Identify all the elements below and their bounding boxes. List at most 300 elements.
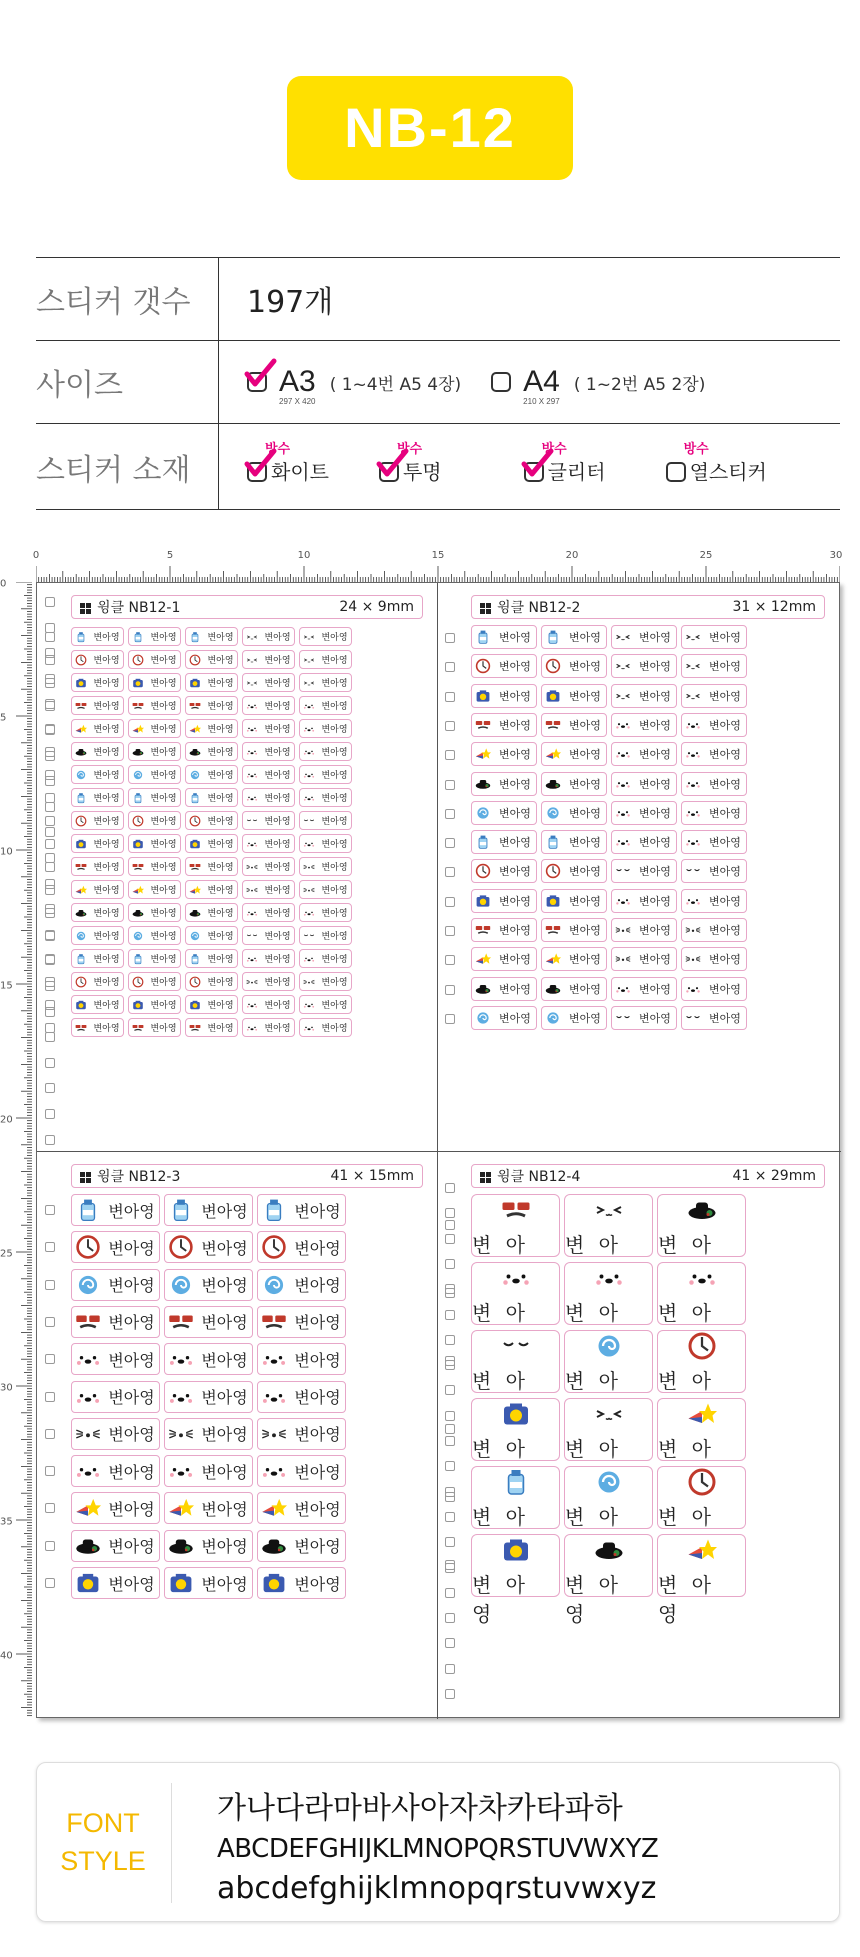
sticker-name-text: 변아영 (709, 894, 741, 908)
cut-checkbox[interactable] (445, 633, 455, 643)
name-sticker (681, 889, 747, 913)
cut-checkbox[interactable] (445, 1424, 455, 1434)
cut-checkbox[interactable] (45, 1058, 55, 1068)
sticker-name-text: 변아영 (709, 924, 741, 937)
cut-checkbox[interactable] (45, 1317, 55, 1327)
cut-checkbox[interactable] (45, 699, 55, 709)
cut-checkbox[interactable] (445, 1183, 455, 1193)
size-label: 사이즈 (36, 341, 219, 423)
cut-checkbox[interactable] (45, 839, 55, 849)
cut-checkbox[interactable] (445, 1563, 455, 1573)
cat-icon (243, 1022, 261, 1034)
name-sticker (71, 926, 124, 945)
glasses-icon (186, 1022, 204, 1034)
white-checkbox[interactable] (247, 462, 267, 482)
sticker-name-text: 변아영 (639, 660, 671, 674)
cut-checkbox[interactable] (45, 930, 55, 940)
name-sticker (681, 918, 747, 942)
cat-icon (72, 1384, 104, 1410)
cut-checkbox[interactable] (45, 1242, 55, 1252)
whisker-icon (165, 1421, 197, 1447)
sleepy-icon (501, 1331, 531, 1365)
hat-icon (72, 1533, 104, 1559)
material-option-clear[interactable] (379, 442, 442, 485)
sticker-name-text: 변아영 (709, 806, 741, 820)
name-sticker (681, 713, 747, 737)
hat-icon (687, 1195, 717, 1229)
name-sticker (299, 673, 352, 692)
name-sticker (611, 947, 677, 971)
sticker-name-text: 변 아 (472, 1369, 529, 1393)
name-sticker (71, 1306, 160, 1338)
cut-checkbox[interactable] (45, 1429, 55, 1439)
cut-checkbox[interactable] (445, 721, 455, 731)
sticker-name-text: 변아영 (294, 1313, 341, 1333)
glasses-icon (542, 717, 564, 733)
sticker-name-text: 변 아 (472, 1505, 529, 1529)
cut-checkbox[interactable] (445, 1588, 455, 1598)
star-icon (72, 1495, 104, 1521)
large-name-sticker (564, 1330, 653, 1393)
cut-checkbox[interactable] (45, 1109, 55, 1119)
name-sticker (71, 857, 124, 876)
sticker-name-text: 변아영 (709, 953, 741, 967)
cut-checkbox[interactable] (445, 926, 455, 936)
cut-checkbox[interactable] (445, 955, 455, 965)
cat-icon (612, 776, 634, 792)
cat-icon (72, 1346, 104, 1372)
sticker-name-text: 변아영 (150, 978, 177, 988)
cut-checkbox[interactable] (445, 1259, 455, 1269)
cut-checkbox[interactable] (45, 802, 55, 812)
camera-icon (501, 1535, 531, 1569)
face-icon (243, 654, 261, 666)
bottle-icon (72, 1197, 104, 1223)
sticker-name-text: 변아영 (321, 633, 348, 643)
large-name-sticker (564, 1466, 653, 1529)
name-sticker (71, 765, 124, 784)
cut-checkbox[interactable] (445, 1220, 455, 1230)
cut-checkbox[interactable] (445, 1284, 455, 1294)
cat-icon (300, 746, 318, 758)
name-sticker (242, 949, 295, 968)
cat-icon (243, 700, 261, 712)
ruler-number: 10 (297, 550, 311, 561)
cut-checkbox[interactable] (445, 1208, 455, 1218)
cut-checkbox[interactable] (45, 904, 55, 914)
face-icon (300, 654, 318, 666)
name-sticker (471, 713, 537, 737)
count-value: 197개 (247, 285, 334, 320)
name-sticker (299, 788, 352, 807)
sticker-name-text: 변아영 (321, 794, 348, 804)
candy-icon (72, 769, 90, 781)
cut-checkbox[interactable] (45, 1135, 55, 1145)
cat-icon (612, 717, 634, 733)
cut-checkbox[interactable] (45, 853, 55, 863)
cut-checkbox[interactable] (45, 862, 55, 872)
sticker-name-text: 변아영 (93, 886, 120, 896)
sticker-name-text: 변아영 (150, 748, 177, 758)
face-icon (612, 658, 634, 674)
name-sticker (185, 788, 238, 807)
name-sticker (242, 811, 295, 830)
bottle-icon (129, 953, 147, 965)
name-sticker (541, 625, 607, 649)
cut-checkbox[interactable] (445, 1512, 455, 1522)
name-sticker (164, 1343, 253, 1375)
cut-checkbox[interactable] (45, 1280, 55, 1290)
sticker-name-text: 변아영 (264, 748, 291, 758)
sticker-name-text: 변아영 (264, 702, 291, 712)
cut-checkbox[interactable] (445, 1310, 455, 1320)
cat-icon (300, 907, 318, 919)
cut-checkbox[interactable] (445, 1613, 455, 1623)
cat-icon (300, 1022, 318, 1034)
cut-checkbox[interactable] (445, 1014, 455, 1024)
ruler-number: 25 (0, 1248, 13, 1260)
sticker-name-text: 변아영 (93, 1024, 120, 1034)
cut-checkbox[interactable] (45, 648, 55, 658)
large-name-sticker (657, 1534, 746, 1626)
name-sticker (541, 1006, 607, 1030)
cut-checkbox[interactable] (445, 1234, 455, 1244)
size-option-a3[interactable] (247, 365, 462, 406)
sheet-divider-horizontal (37, 1151, 841, 1152)
name-sticker (541, 947, 607, 971)
cut-checkbox[interactable] (45, 1503, 55, 1513)
cut-checkbox[interactable] (45, 1032, 55, 1042)
large-name-sticker (471, 1398, 560, 1461)
ruler-number: 15 (0, 980, 13, 992)
name-sticker (681, 654, 747, 678)
a4-note: ( 1~2번 A5 2장) (573, 374, 706, 395)
sticker-name-text: 변아영 (201, 1462, 248, 1482)
sticker-name-text: 변아영 (108, 1313, 155, 1333)
star-icon (472, 951, 494, 967)
grid-icon (80, 1172, 91, 1183)
cut-checkbox[interactable] (445, 662, 455, 672)
sticker-name-text: 변아영 (569, 777, 601, 791)
hat-icon (542, 981, 564, 997)
sticker-name-text: 변아영 (201, 1350, 248, 1370)
camera-icon (72, 999, 90, 1011)
cat-icon (682, 981, 704, 997)
cut-checkbox[interactable] (45, 1392, 55, 1402)
ruler-number: 15 (431, 550, 445, 561)
name-sticker (471, 859, 537, 883)
material-option-white[interactable] (247, 442, 329, 485)
sticker-name-text: 변아영 (569, 924, 601, 937)
large-name-sticker (564, 1534, 653, 1626)
clock-icon (542, 863, 564, 879)
name-sticker (471, 772, 537, 796)
spec-row-count (36, 258, 840, 341)
name-sticker (257, 1530, 346, 1562)
cut-checkbox[interactable] (45, 816, 55, 826)
bottle-icon (542, 629, 564, 645)
sticker-name-text: 변아영 (709, 777, 741, 791)
hat-icon (72, 746, 90, 758)
cut-checkbox[interactable] (445, 1664, 455, 1674)
name-sticker (164, 1269, 253, 1301)
sticker-name-text: 변아영 (294, 1425, 341, 1445)
q4-title: 윙클 NB12-4 (497, 1169, 581, 1185)
cut-checkbox[interactable] (445, 897, 455, 907)
cut-checkbox[interactable] (45, 623, 55, 633)
clock-icon (72, 815, 90, 827)
clock-icon (472, 658, 494, 674)
name-sticker (164, 1530, 253, 1562)
a4-text (523, 365, 560, 406)
name-sticker (185, 972, 238, 991)
sticker-name-text: 변아영 (264, 909, 291, 919)
glasses-icon (129, 1022, 147, 1034)
cut-checkbox[interactable] (45, 955, 55, 965)
cat-icon (300, 723, 318, 735)
name-sticker (471, 918, 537, 942)
sticker-name-text: 변아영 (207, 955, 234, 965)
check-mark-icon (375, 448, 409, 478)
name-sticker (242, 788, 295, 807)
name-sticker (471, 654, 537, 678)
candy-icon (72, 1272, 104, 1298)
bottle-icon (186, 953, 204, 965)
name-sticker (185, 811, 238, 830)
name-sticker (71, 696, 124, 715)
cut-checkbox[interactable] (45, 1007, 55, 1017)
glitter-checkbox[interactable] (524, 462, 544, 482)
sticker-name-text: 변아영 (709, 982, 741, 996)
whisker-icon (243, 976, 261, 988)
clock-icon (687, 1331, 717, 1365)
sticker-name-text: 변 아 (565, 1437, 622, 1461)
name-sticker (128, 995, 181, 1014)
a3-text (279, 365, 316, 406)
cut-checkbox[interactable] (45, 1083, 55, 1093)
ruler-number: 40 (0, 1650, 13, 1662)
a3-checkbox[interactable] (247, 372, 267, 392)
cut-checkbox[interactable] (45, 1354, 55, 1364)
cut-checkbox[interactable] (445, 1360, 455, 1370)
name-sticker (541, 918, 607, 942)
name-sticker (611, 1006, 677, 1030)
sticker-name-text: 변아영 (294, 1276, 341, 1296)
cut-checkbox[interactable] (45, 1578, 55, 1588)
name-sticker (128, 949, 181, 968)
name-sticker (185, 1018, 238, 1037)
q2-header (471, 595, 825, 619)
sticker-name-text: 변아영 (499, 982, 531, 996)
name-sticker (71, 995, 124, 1014)
cut-checkbox[interactable] (445, 1537, 455, 1547)
material-option-glitter[interactable] (524, 442, 606, 485)
sticker-name-text: 변아영 (150, 1024, 177, 1034)
cut-checkbox[interactable] (45, 1205, 55, 1215)
name-sticker (471, 684, 537, 708)
material-option-heat[interactable] (666, 442, 767, 485)
cut-checkbox[interactable] (45, 1466, 55, 1476)
cat-icon (72, 1458, 104, 1484)
star-icon (258, 1495, 290, 1521)
cut-checkbox[interactable] (445, 838, 455, 848)
sticker-name-text: 변아영 (207, 1024, 234, 1034)
cut-checkbox[interactable] (45, 751, 55, 761)
cat-icon (612, 981, 634, 997)
cut-checkbox[interactable] (445, 867, 455, 877)
camera-icon (258, 1570, 290, 1596)
sticker-name-text: 변아영 (499, 836, 531, 850)
cut-checkbox[interactable] (445, 1461, 455, 1471)
spec-row-material (36, 424, 840, 510)
name-sticker (242, 903, 295, 922)
glasses-icon (542, 922, 564, 938)
cut-checkbox[interactable] (445, 750, 455, 760)
clock-icon (72, 976, 90, 988)
font-style-label-line1: FONT (66, 1808, 140, 1839)
cut-checkbox[interactable] (45, 776, 55, 786)
cat-icon (258, 1384, 290, 1410)
face-icon (243, 631, 261, 643)
whisker-icon (300, 976, 318, 988)
sticker-name-text: 변아영 (108, 1201, 155, 1221)
font-panel-separator (171, 1783, 172, 1903)
name-sticker (541, 830, 607, 854)
sticker-name-text: 변아영 (499, 660, 531, 674)
sticker-name-text: 변아영 (150, 702, 177, 712)
sleepy-icon (682, 863, 704, 879)
star-icon (129, 723, 147, 735)
sticker-name-text: 변아영 (150, 955, 177, 965)
cut-checkbox[interactable] (445, 1638, 455, 1648)
size-option-a4[interactable] (491, 365, 706, 406)
heat-checkbox[interactable] (666, 462, 686, 482)
cut-checkbox[interactable] (445, 780, 455, 790)
sticker-name-text: 변아영 (264, 1001, 291, 1011)
cut-checkbox[interactable] (45, 632, 55, 642)
sticker-name-text: 변아영 (207, 702, 234, 712)
sticker-name-text: 변아영 (709, 631, 741, 644)
name-sticker (299, 995, 352, 1014)
q4-header (471, 1164, 825, 1188)
cut-checkbox[interactable] (445, 692, 455, 702)
name-sticker (242, 627, 295, 646)
sticker-name-text: 변아영 (207, 771, 234, 781)
sticker-name-text: 변 아 (658, 1505, 715, 1529)
cut-checkbox[interactable] (45, 1541, 55, 1551)
title-area (0, 76, 860, 180)
cut-checkbox[interactable] (445, 1335, 455, 1345)
sticker-name-text: 변아영 (264, 978, 291, 988)
sticker-name-text: 변 아 (565, 1369, 622, 1393)
cat-icon (243, 838, 261, 850)
glasses-icon (472, 922, 494, 938)
glasses-icon (129, 861, 147, 873)
sticker-name-text: 변아영 (93, 771, 120, 781)
whisker-icon (300, 861, 318, 873)
cut-checkbox[interactable] (45, 827, 55, 837)
waterproof-tag: 방수 (683, 442, 709, 457)
name-sticker (299, 811, 352, 830)
cut-checkbox[interactable] (445, 809, 455, 819)
star-icon (72, 884, 90, 896)
sticker-name-text: 변 아 영 (472, 1573, 529, 1626)
sticker-name-text: 변아영 (93, 909, 120, 919)
ruler-number: 30 (829, 550, 843, 561)
bottle-icon (186, 792, 204, 804)
cut-checkbox[interactable] (45, 674, 55, 684)
a3-label: A3 (279, 365, 316, 398)
sticker-name-text: 변아영 (264, 840, 291, 850)
sticker-name-text: 변아영 (321, 978, 348, 988)
cut-checkbox[interactable] (445, 1385, 455, 1395)
cut-checkbox[interactable] (445, 1689, 455, 1699)
sticker-name-text: 변아영 (569, 865, 601, 879)
large-name-sticker (471, 1330, 560, 1393)
name-sticker (128, 696, 181, 715)
clock-icon (129, 815, 147, 827)
clear-checkbox[interactable] (379, 462, 399, 482)
name-sticker (164, 1194, 253, 1226)
name-sticker (611, 742, 677, 766)
a4-checkbox[interactable] (491, 372, 511, 392)
sticker-name-text: 변아영 (108, 1388, 155, 1407)
name-sticker (611, 772, 677, 796)
cut-checkbox[interactable] (445, 1436, 455, 1446)
sticker-name-text: 변아영 (207, 863, 234, 873)
cut-checkbox[interactable] (45, 879, 55, 889)
cat-icon (687, 1263, 717, 1297)
sticker-name-text: 변아영 (499, 631, 531, 644)
sticker-name-text: 변아영 (150, 886, 177, 896)
name-sticker (541, 654, 607, 678)
name-sticker (681, 1006, 747, 1030)
name-sticker (471, 947, 537, 971)
cut-checkbox[interactable] (45, 597, 55, 607)
sticker-name-text: 변아영 (93, 656, 120, 666)
glasses-icon (72, 861, 90, 873)
sticker-name-text: 변아영 (321, 886, 348, 896)
cut-checkbox[interactable] (445, 1487, 455, 1497)
sticker-name-text: 변아영 (294, 1574, 341, 1594)
cut-checkbox[interactable] (445, 1411, 455, 1421)
cut-checkbox[interactable] (45, 981, 55, 991)
cat-icon (300, 838, 318, 850)
ruler-number: 5 (0, 712, 7, 724)
cat-icon (300, 700, 318, 712)
sticker-name-text: 변아영 (108, 1276, 155, 1296)
sticker-name-text: 변아영 (108, 1238, 155, 1258)
camera-icon (542, 688, 564, 704)
sticker-name-text: 변아영 (639, 631, 671, 644)
ruler-number: 20 (565, 550, 579, 561)
camera-icon (472, 893, 494, 909)
cut-checkbox[interactable] (45, 725, 55, 735)
sticker-name-text: 변아영 (639, 748, 671, 762)
cut-checkbox[interactable] (445, 985, 455, 995)
sticker-name-text: 변아영 (207, 725, 234, 735)
sleepy-icon (612, 863, 634, 879)
name-sticker (681, 625, 747, 649)
name-sticker (541, 742, 607, 766)
name-sticker (471, 830, 537, 854)
name-sticker (71, 1418, 160, 1450)
name-sticker (128, 719, 181, 738)
cat-icon (165, 1458, 197, 1484)
ruler-number: 0 (32, 550, 40, 561)
name-sticker (185, 903, 238, 922)
name-sticker (471, 742, 537, 766)
